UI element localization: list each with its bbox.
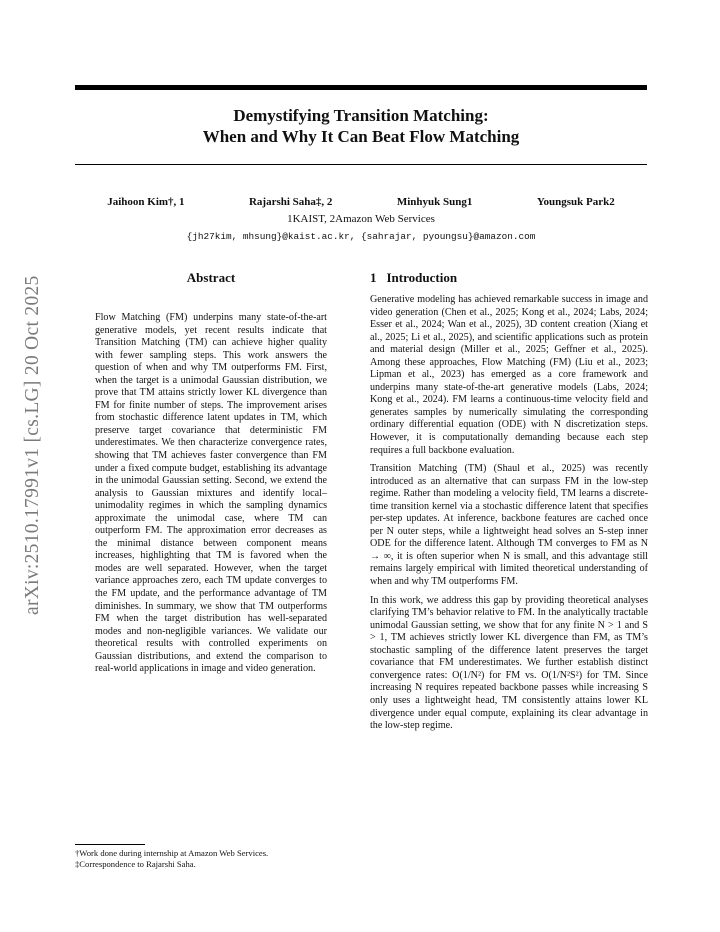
title-bottom-rule	[75, 164, 647, 165]
author-4: Youngsuk Park2	[536, 196, 615, 208]
introduction-heading	[370, 270, 650, 286]
author-list	[75, 196, 647, 208]
arxiv-identifier: arXiv:2510.17991v1 [cs.LG] 20 Oct 2025	[22, 275, 43, 615]
section-number: 1	[370, 270, 377, 285]
footnote-1: †Work done during internship at Amazon Web Services.	[75, 848, 269, 858]
title-line-2: When and Why It Can Beat Flow Matching	[202, 127, 520, 146]
footnote-rule	[75, 844, 145, 845]
author-2: Rajarshi Saha‡, 2	[248, 196, 333, 208]
introduction-body	[370, 294, 648, 739]
footnotes	[75, 848, 365, 870]
author-3: Minhyuk Sung1	[396, 196, 473, 208]
abstract-heading: Abstract	[186, 270, 236, 285]
paper-title	[75, 105, 647, 147]
intro-paragraph-1: Generative modeling has achieved remarkable success in image and video generation (Chen et al., 2025; Kong et al., 2024; Labs, 2024; Esser et al., 2024; Wan et al., 2025), 3D content creation (Xiang et al., 2025; Li et al., 2025), and scientific applications such as protein and material design (Miller et al., 2025; Geffner et al., 2025). Among these approaches, Flow Matching (FM) (Liu et al., 2023; Lipman et al., 2023) has emerged as a core framework and underpins many state-of-the-art generative models (Labs, 2024; Kong et al., 2024). FM learns a continuous-time velocity field and generates samples by numerically simulating the corresponding ordinary differential equation (ODE) with N discretization steps. However, it is computationally demanding because each step requires a full backbone evaluation.	[370, 294, 648, 456]
abstract-text: Flow Matching (FM) underpins many state-of-the-art generative models, yet recent results indicate that Transition Matching (TM) can achieve higher quality with fewer sampling steps. This work answers the question of when and why TM outperforms FM. First, when the target is a unimodal Gaussian distribution, we prove that TM attains strictly lower KL divergence than FM for finite number of steps. The improvement arises from stochastic difference latent updates in TM, which preserve target covariance that deterministic FM underestimates. We then characterize convergence rates, showing that TM achieves faster convergence than FM under a fixed compute budget, establishing its advantage in the unimodal Gaussian setting. Second, we extend the analysis to Gaussian mixtures and identify local–unimodality regimes in which the sampling dynamics approximate the unimodal case, where TM can outperform FM. The approximation error decreases as the minimal distance between component means increases, highlighting that TM is favored when the modes are well separated. However, when the target variance approaches zero, each TM update converges to the FM update, and the performance advantage of TM diminishes. In summary, we show that TM outperforms FM when the target distribution has well-separated modes and non-negligible variances. We validate our theoretical results with controlled experiments on Gaussian distributions, and extend the comparison to real-world applications in image and video generation.	[95, 312, 327, 675]
section-title: Introduction	[386, 270, 458, 285]
title-top-rule	[75, 85, 647, 90]
title-line-1: Demystifying Transition Matching:	[233, 106, 489, 125]
affiliations: 1KAIST, 2Amazon Web Services	[287, 213, 435, 225]
footnote-2: ‡Correspondence to Rajarshi Saha.	[75, 859, 196, 869]
author-emails: {jh27kim, mhsung}@kaist.ac.kr, {sahrajar, pyoungsu}@amazon.com	[186, 231, 536, 242]
intro-paragraph-2: Transition Matching (TM) (Shaul et al., 2025) was recently introduced as an alternative that can surpass FM in the low-step regime. Rather than modeling a velocity field, TM learns a discrete-time transition kernel via a stochastic difference latent that specifies per-step updates. At inference, backbone features are cached once per N outer steps, while a lightweight head solves an S-step inner ODE for the difference latent. Although TM converges to FM as N → ∞, it is often superior when N is small, and this advantage still remains largely empirical with limited theoretical understanding of when and why TM outperforms FM.	[370, 463, 648, 588]
author-1: Jaihoon Kim†, 1	[107, 196, 185, 208]
intro-paragraph-3: In this work, we address this gap by providing theoretical analyses clarifying TM’s behavior relative to FM. In the analytically tractable unimodal Gaussian setting, we show that for any finite N > 1 and S > 1, TM achieves strictly lower KL divergence than FM, as TM’s stochastic sampling of the difference latent preserves the target covariance that FM underestimates. We further establish distinct convergence rates: O(1/N²) for FM vs. O(1/N²S²) for TM. Since increasing N requires repeated backbone passes while increasing S only uses a lightweight head, TM consistently attains lower KL divergence under equal compute, explaining its clear advantage in the low-step regime.	[370, 594, 648, 732]
